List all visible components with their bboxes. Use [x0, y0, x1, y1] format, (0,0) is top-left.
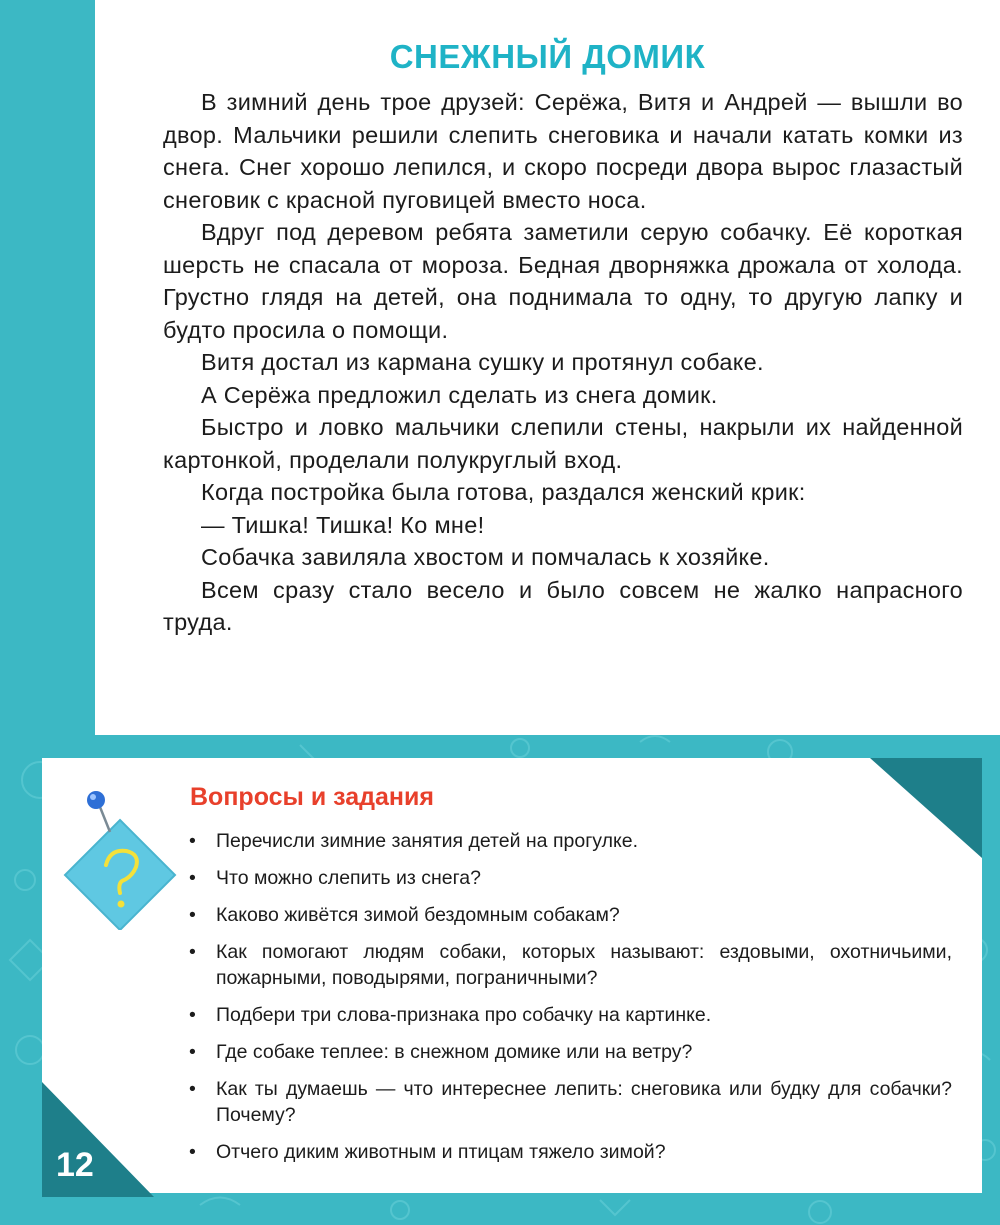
- question-item: • Каково живётся зимой бездомным собакам?: [187, 902, 952, 928]
- story-paragraph: Витя достал из кармана сушку и протянул собаке.: [201, 349, 764, 375]
- questions-title: Вопросы и задания: [190, 783, 434, 811]
- question-item: • Что можно слепить из снега?: [187, 865, 952, 891]
- questions-list: [187, 828, 952, 1176]
- story-paragraph: — Тишка! Тишка! Ко мне!: [201, 511, 485, 538]
- question-item: • Отчего диким животным и птицам тяжело зимой?: [187, 1139, 952, 1165]
- page-number: 12: [56, 1146, 94, 1184]
- question-item: • Как помогают людям собаки, которых называют: ездовыми, охотничьими, пожарными, поводырями, пограничными?: [187, 939, 952, 991]
- story-paragraph: Собачка завиляла хвостом и помчалась к хозяйке.: [201, 544, 770, 570]
- story-paragraph: Когда постройка была готова, раздался женский крик:: [201, 479, 806, 505]
- question-item: • Перечисли зимние занятия детей на прогулке.: [187, 828, 952, 854]
- story-paragraph: В зимний день трое друзей: Серёжа, Витя и Андрей — вышли во двор. Мальчики решили слепить снеговика и начали катать комки из снега. Снег хорошо лепился, и скоро посреди двора вырос глазастый снеговик с красной пуговицей вместо носа.: [163, 89, 963, 213]
- question-item: • Подбери три слова-признака про собачку на картинке.: [187, 1002, 952, 1028]
- page-title: СНЕЖНЫЙ ДОМИК: [389, 38, 706, 75]
- story-paragraph: А Серёжа предложил сделать из снега домик.: [201, 381, 718, 408]
- story-text: [163, 86, 963, 639]
- story-paragraph: Всем сразу стало весело и было совсем не жалко напрасного труда.: [163, 576, 963, 635]
- question-item: • Где собаке теплее: в снежном домике или на ветру?: [187, 1039, 952, 1065]
- question-mark-note-icon: [60, 790, 185, 930]
- question-item: • Как ты думаешь — что интереснее лепить: снеговика или будку для собачки? Почему?: [187, 1076, 952, 1128]
- story-paragraph: Вдруг под деревом ребята заметили серую собачку. Её короткая шерсть не спасала от мороза. Бедная дворняжка дрожала от холода. Грустно глядя на детей, она поднимала то одну, то другую лапку и будто просила о помощи.: [163, 219, 963, 343]
- story-paragraph: Быстро и ловко мальчики слепили стены, накрыли их найденной картонкой, проделали полукруглый вход.: [163, 414, 963, 473]
